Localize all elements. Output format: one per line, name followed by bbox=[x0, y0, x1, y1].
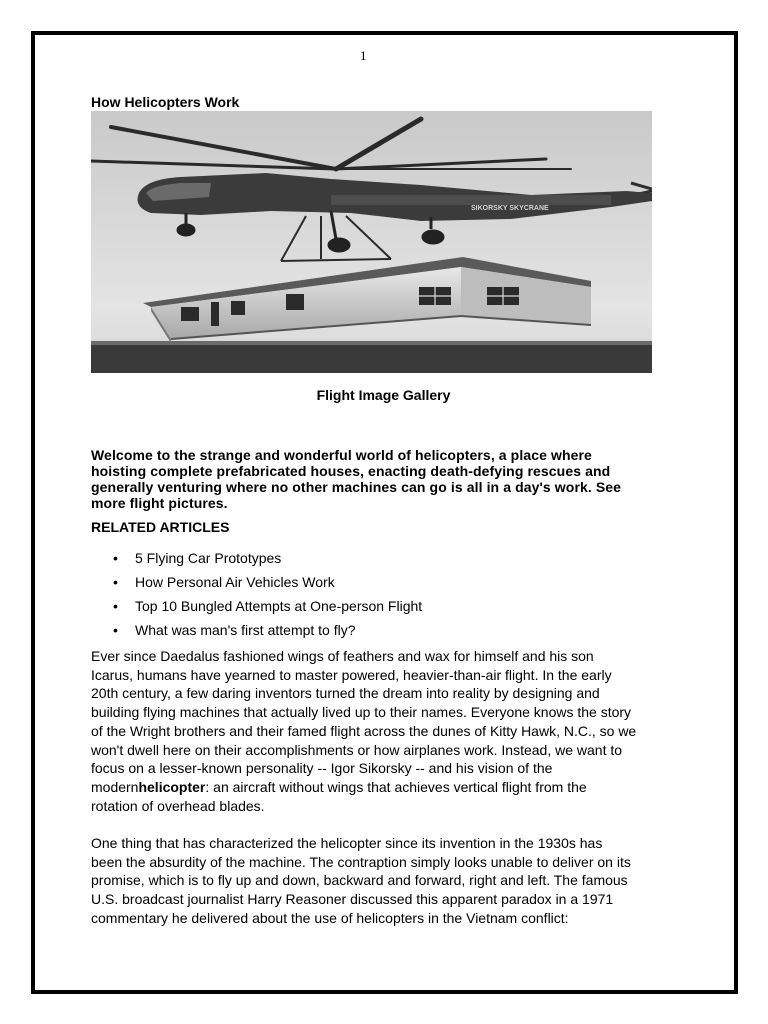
text-fragment: : an aircraft without wings that achieves vertical flight from the bbox=[205, 778, 587, 795]
document-title: How Helicopters Work bbox=[91, 94, 240, 110]
text-line: Ever since Daedalus fashioned wings of feathers and wax for himself and his son bbox=[91, 648, 594, 664]
related-article-label[interactable]: How Personal Air Vehicles Work bbox=[135, 574, 335, 590]
text-line: rotation of overhead blades. bbox=[91, 797, 265, 814]
body-paragraph-1 bbox=[91, 647, 691, 815]
text-line: commentary he delivered about the use of helicopters in the Vietnam conflict: bbox=[91, 909, 569, 926]
related-articles-heading: RELATED ARTICLES bbox=[91, 519, 230, 535]
bullet: • bbox=[113, 574, 118, 590]
body-paragraph-2 bbox=[91, 834, 691, 928]
intro-line: generally venturing where no other machines can go is all in a day's work. See bbox=[91, 479, 622, 495]
bullet: • bbox=[113, 598, 118, 614]
text-line: 20th century, a few daring inventors turned the dream into reality by designing and bbox=[91, 685, 600, 702]
bullet: • bbox=[113, 622, 118, 638]
fuselage-text: SIKORSKY SKYCRANE bbox=[471, 205, 549, 212]
text-line: won't dwell here on their accomplishments or how airplanes work. Instead, we want to bbox=[91, 741, 623, 758]
related-article-label[interactable]: 5 Flying Car Prototypes bbox=[135, 550, 282, 566]
related-article-label[interactable]: Top 10 Bungled Attempts at One-person Flight bbox=[135, 598, 423, 614]
bullet: • bbox=[113, 550, 118, 566]
intro-paragraph bbox=[91, 447, 681, 511]
text-line: Icarus, humans have yearned to master powered, heavier-than-air flight. In the early bbox=[91, 666, 612, 683]
intro-line: Welcome to the strange and wonderful world of helicopters, a place where bbox=[91, 447, 592, 463]
text-line: focus on a lesser-known personality -- Igor Sikorsky -- and his vision of the bbox=[91, 760, 553, 777]
helicopter-lifting-house-photo bbox=[91, 111, 652, 373]
text-line: been the absurdity of the machine. The contraption simply looks unable to deliver on its bbox=[91, 853, 631, 870]
text-line: promise, which is to fly up and down, backward and forward, right and left. The famous bbox=[91, 872, 628, 889]
helicopter-photo bbox=[91, 111, 652, 373]
intro-line: hoisting complete prefabricated houses, enacting death-defying rescues and bbox=[91, 463, 611, 479]
related-article-link[interactable] bbox=[91, 621, 422, 645]
text-fragment: modern bbox=[91, 778, 139, 795]
text-line: of the Wright brothers and their famed flight across the dunes of Kitty Hawk, N.C., so we bbox=[91, 722, 637, 739]
related-article-link[interactable] bbox=[91, 573, 422, 597]
related-article-link[interactable] bbox=[91, 597, 422, 621]
text-line: U.S. broadcast journalist Harry Reasoner discussed this apparent paradox in a 1971 bbox=[91, 891, 614, 908]
intro-line: more flight pictures. bbox=[91, 495, 228, 511]
related-article-link[interactable] bbox=[91, 549, 422, 573]
related-articles-list bbox=[91, 549, 422, 645]
text-line: building flying machines that actually lived up to their names. Everyone knows the story bbox=[91, 704, 632, 721]
page-number: 1 bbox=[360, 48, 367, 63]
text-line: One thing that has characterized the helicopter since its invention in the 1930s has bbox=[91, 835, 603, 851]
image-caption: Flight Image Gallery bbox=[316, 387, 451, 403]
helicopter-term: helicopter bbox=[138, 778, 206, 795]
related-article-label[interactable]: What was man's first attempt to fly? bbox=[135, 622, 356, 638]
